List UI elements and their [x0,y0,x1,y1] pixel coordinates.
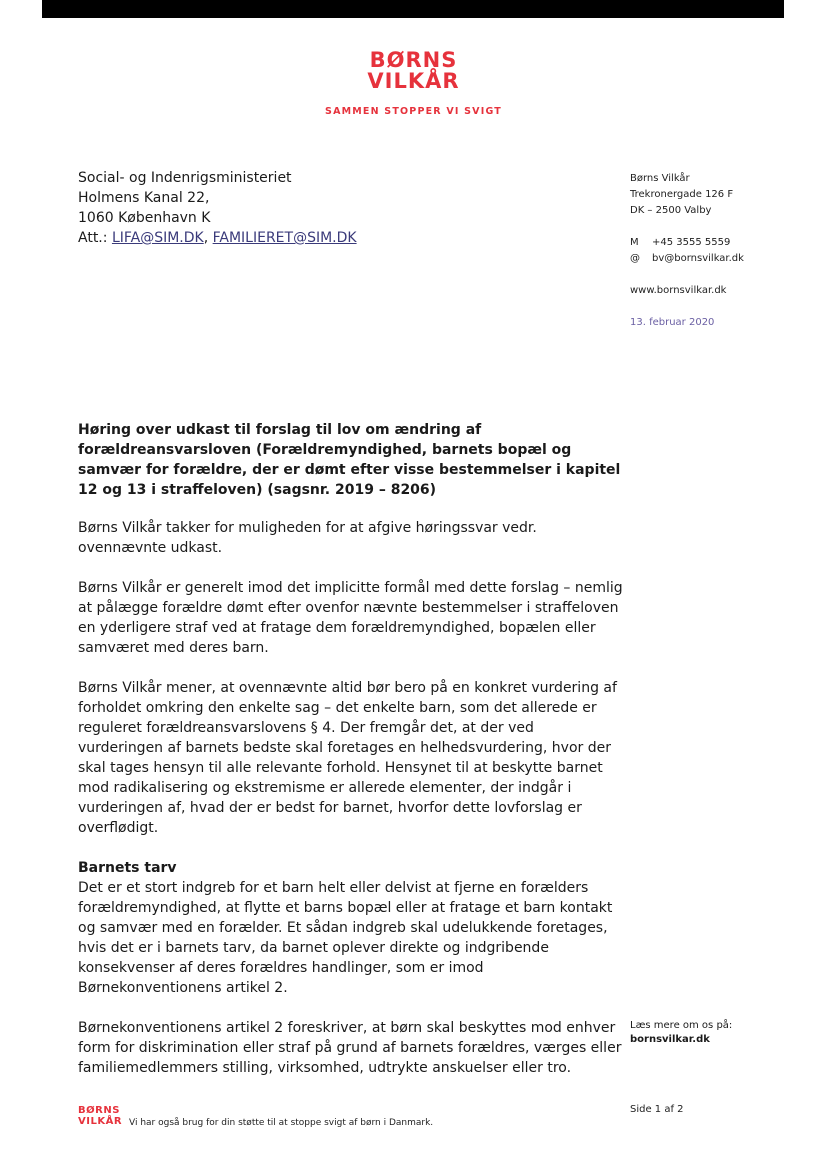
side-note-line1: Læs mere om os på: [630,1020,733,1031]
recipient-att [78,228,357,248]
phone-key: M [630,237,639,248]
top-bar [42,0,784,18]
email-separator: , [203,230,213,246]
footer-text: Vi har også brug for din støtte til at stoppe svigt af børn i Danmark. [129,1118,434,1128]
subject-heading: Høring over udkast til forslag til lov om ændring af forældreansvarsloven (Forældremyndighed, barnets bopæl og samvær for forældre, der er dømt efter visse bestemmelser i kapitel 12 og 13 i straffeloven) (sagsnr. 2019 – 8206) [78,422,621,498]
recipient-line3: 1060 København K [78,210,211,226]
sender-email-row [630,251,744,267]
page-number: Side 1 af 2 [630,1104,684,1115]
sender-name: Børns Vilkår [630,173,690,184]
sender-web: www.bornsvilkar.dk [630,285,727,296]
recipient-line2: Holmens Kanal 22, [78,190,210,206]
logo-line2: VILKÅR [367,69,460,93]
sender-phone-row [630,235,744,251]
footer-logo [78,1105,122,1127]
logo [0,50,827,92]
paragraph-4: Det er et stort indgreb for et barn helt eller delvist at fjerne en forælders forældremyndighed, at flytte et barns bopæl eller at fratage et barn kontakt og samvær med en forælder. Et sådan indgreb skal udelukkende foretages, hvis det er i barnets tarv, da barnet oplever direkte og indgribende konsekvenser af deres forældres handlinger, som er imod Børnekonventionens artikel 2. [78,880,613,996]
letter-date: 13. februar 2020 [630,317,715,328]
sender-phone: +45 3555 5559 [652,237,731,248]
letter-body [78,518,623,1098]
sender-city: DK – 2500 Valby [630,205,712,216]
paragraph-3: Børns Vilkår mener, at ovennævnte altid bør bero på en konkret vurdering af forholdet omkring den enkelte sag – det enkelte barn, som det allerede er reguleret forældreansvarslovens § 4. Der fremgår det, at der ved vurderingen af barnets bedste skal foretages en helhedsvurdering, hvor der skal tages hensyn til alle relevante forhold. Hensynet til at beskytte barnet mod radikalisering og ekstremisme er allerede elementer, der indgår i vurderingen af, hvad der er bedst for barnet, hvorfor dette lovforslag er overflødigt. [78,680,617,836]
paragraph-1: Børns Vilkår takker for muligheden for at afgive høringssvar vedr. ovennævnte udkast. [78,520,537,556]
tagline: SAMMEN STOPPER VI SVIGT [325,106,502,117]
sender-email: bv@bornsvilkar.dk [652,253,744,264]
email-key: @ [630,253,640,264]
section-heading-barnets-tarv: Barnets tarv [78,860,177,876]
recipient-line1: Social- og Indenrigsministeriet [78,170,292,186]
sender-info [630,171,744,331]
email-link-familieret[interactable]: FAMILIERET@SIM.DK [212,230,357,246]
footer-logo-line2: VILKÅR [78,1116,123,1127]
paragraph-5: Børnekonventionens artikel 2 foreskriver, at børn skal beskyttes mod enhver form for diskrimination eller straf på grund af barnets forældres, værges eller familiemedlemmers stilling, virksomhed, udtrykte anskuelser eller tro. [78,1020,622,1076]
side-note-link: bornsvilkar.dk [630,1034,710,1045]
footer-logo-line1: BØRNS [78,1105,120,1116]
sender-street: Trekronergade 126 F [630,189,734,200]
logo-line1: BØRNS [369,48,458,72]
recipient-address [78,168,357,248]
email-link-lifa[interactable]: LIFA@SIM.DK [111,230,204,246]
paragraph-2: Børns Vilkår er generelt imod det implicitte formål med dette forslag – nemlig at pålægge forældre dømt efter ovenfor nævnte bestemmelser i straffeloven en yderligere straf ved at fratage dem forældremyndighed, bopælen eller samværet med deres barn. [78,580,623,656]
att-prefix: Att.: [78,230,112,246]
side-note [630,1019,732,1047]
